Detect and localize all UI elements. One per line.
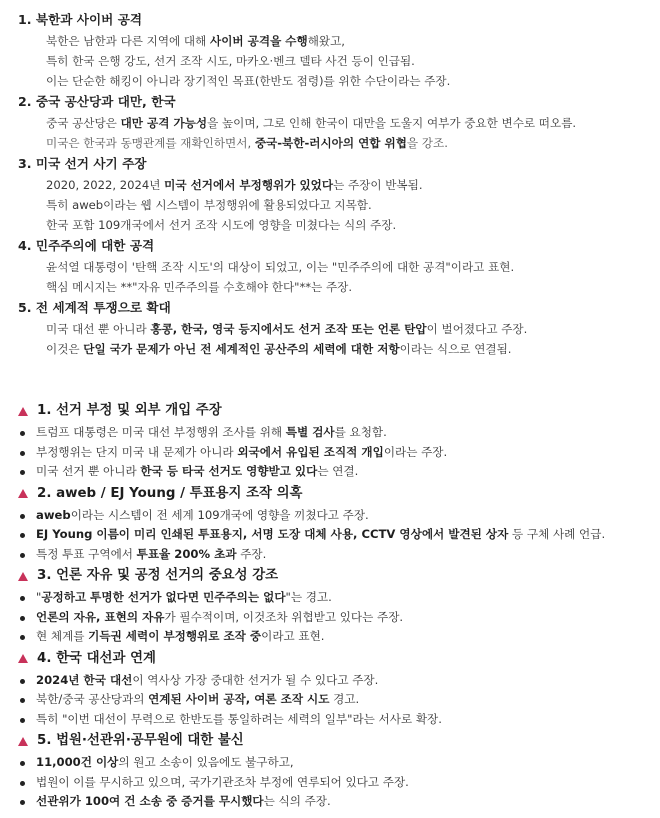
triangle-marker-icon: [18, 737, 28, 746]
bullet-item: [0, 690, 660, 710]
item-detail-line: [18, 175, 652, 195]
numbered-item: [18, 91, 652, 153]
text-run: 해왔고,: [307, 34, 345, 48]
bold-text: 사이버 공격을 수행: [210, 34, 308, 48]
text-run: 이라는 주장.: [383, 444, 448, 459]
text-run: 는 식의 주장.: [263, 794, 331, 808]
triangle-marker-icon: [18, 654, 28, 663]
text-run: 특정 투표 구역에서: [36, 546, 137, 561]
bold-text: aweb: [36, 507, 71, 522]
text-run: 는 연결.: [317, 464, 359, 478]
item-detail-line: [18, 339, 652, 359]
bullet-dot-icon: [20, 800, 25, 805]
text-run: 북한은 남한과 다른 지역에 대해: [46, 34, 211, 48]
text-run: 북한/중국 공산당과의: [36, 692, 149, 706]
text-run: 주장.: [236, 546, 267, 561]
text-run: 는 주장이 반복됨.: [333, 178, 423, 192]
text-run: 의 원고 소송이 있음에도 불구하고,: [118, 755, 294, 769]
bold-text: 외국에서 유입된 조직적 개입: [237, 444, 384, 459]
bullet-dot-icon: [20, 781, 25, 786]
bullet-item: [0, 773, 660, 793]
bullet-item: [0, 671, 660, 691]
section-heading: [0, 647, 660, 671]
text-run: 특히 "이번 대선이 무력으로 한반도를 통일하려는 세력의 일부"라는 서사로 확장.: [36, 711, 442, 726]
text-run: 특히 한국 은행 강도, 선거 조작 시도, 마카오·벤크 델타 사건 등이 인급됨.: [46, 54, 415, 68]
item-detail-line: [18, 215, 652, 235]
triangle-marker-icon: [18, 407, 28, 416]
bullet-item: [0, 506, 660, 526]
item-title: 4. 민주주의에 대한 공격: [18, 238, 155, 253]
text-run: 특히 aweb이라는 웹 시스템이 부정행위에 활용되었다고 지목함.: [46, 198, 372, 212]
item-detail-line: [18, 277, 652, 297]
bold-text: 2024년 한국 대선: [36, 672, 133, 687]
bullet-dot-icon: [20, 718, 25, 723]
text-run: 이 역사상 가장 중대한 선거가 될 수 있다고 주장.: [132, 672, 379, 687]
section-heading: [0, 729, 660, 753]
item-detail-line: [18, 51, 652, 71]
text-run: 법원이 이를 무시하고 있으며, 국가기관조차 부정에 연루되어 있다고 주장.: [36, 774, 409, 789]
item-detail-line: [18, 257, 652, 277]
bullet-dot-icon: [20, 679, 25, 684]
section-heading-text: 5. 법원·선관위·공무원에 대한 불신: [37, 733, 244, 748]
bold-text: 미국 선거에서 부정행위가 있었다: [164, 178, 334, 192]
item-detail-line: [18, 133, 652, 153]
bold-text: 기득권 세력이 부정행위로 조작 중: [88, 629, 262, 643]
bullet-dot-icon: [20, 533, 25, 538]
text-run: 미국 대선 뿐 아니라: [46, 322, 151, 336]
section-heading: [0, 564, 660, 588]
item-title: 5. 전 세계적 투쟁으로 확대: [18, 300, 171, 315]
text-run: 을 높이며, 그로 인해 한국이 대만을 도울지 여부가 중요한 변수로 떠오름.: [207, 116, 577, 130]
bullet-dot-icon: [20, 698, 25, 703]
bullet-item: [0, 753, 660, 773]
bullet-dot-icon: [20, 635, 25, 640]
section-heading-text: 2. aweb / EJ Young / 투표용지 조작 의혹: [37, 485, 303, 501]
text-run: 윤석열 대통령이 '탄핵 조작 시도'의 대상이 되었고, 이는 "민주주의에 대한 공격"이라고 표현.: [46, 260, 515, 274]
item-title: 2. 중국 공산당과 대만, 한국: [18, 94, 176, 109]
text-run: 2020, 2022, 2024년: [46, 178, 165, 192]
numbered-item: [18, 297, 652, 359]
bold-text: 한국 등 타국 선거도 영향받고 있다: [140, 464, 318, 478]
text-run: 핵심 메시지는 **"자유 민주주의를 수호해야 한다"**는 주장.: [46, 280, 353, 294]
bullet-item: [0, 588, 660, 608]
numbered-summary-list: [18, 9, 652, 359]
bold-text: 연계된 사이버 공작, 여론 조작 시도: [148, 692, 330, 706]
numbered-item: [18, 153, 652, 235]
item-detail-line: [18, 31, 652, 51]
bold-text: 투표율 200% 초과: [136, 546, 237, 561]
bold-text: 대만 공격 가능성: [120, 116, 208, 130]
bold-text: 선관위가 100여 건 소송 중 증거를 무시했다: [36, 794, 264, 808]
text-run: 미국 선거 뿐 아니라: [36, 464, 141, 478]
bullet-dot-icon: [20, 761, 25, 766]
text-run: 현 체계를: [36, 629, 89, 643]
bold-text: 공정하고 투명한 선거가 없다면 민주주의는 없다: [41, 590, 286, 604]
text-run: 한국 포함 109개국에서 선거 조작 시도에 영향을 미쳤다는 식의 주장.: [46, 218, 397, 232]
item-detail-line: [18, 319, 652, 339]
text-run: 이라고 표현.: [261, 629, 325, 643]
bullet-item: [0, 792, 660, 812]
bold-text: 11,000건 이상: [36, 755, 119, 769]
bullet-item: [0, 627, 660, 647]
item-title: 3. 미국 선거 사기 주장: [18, 156, 147, 171]
bullet-dot-icon: [20, 514, 25, 519]
bullet-item: [0, 423, 660, 443]
section-heading-text: 1. 선거 부정 및 외부 개입 주장: [37, 403, 222, 418]
bulleted-summary-list: [0, 399, 660, 812]
bullet-dot-icon: [20, 451, 25, 456]
section-heading: [0, 482, 660, 506]
bullet-item: [0, 608, 660, 628]
item-title: 1. 북한과 사이버 공격: [18, 12, 143, 27]
text-run: 이는 단순한 해킹이 아니라 장기적인 목표(한반도 점령)를 위한 수단이라는 주장.: [46, 74, 451, 88]
text-run: 이것은: [46, 342, 84, 356]
bullet-item: [0, 462, 660, 482]
text-run: "는 경고.: [285, 590, 332, 604]
text-run: 트럼프 대통령은 미국 대선 부정행위 조사를 위해: [36, 425, 286, 439]
bullet-item: [0, 710, 660, 730]
bullet-item: [0, 545, 660, 565]
triangle-marker-icon: [18, 489, 28, 498]
text-run: 이라는 식으로 연결됨.: [399, 342, 512, 356]
bold-text: 중국-북한-러시아의 연합 위협: [254, 136, 407, 150]
bold-text: 언론의 자유, 표현의 자유: [36, 609, 165, 624]
section-heading-text: 3. 언론 자유 및 공정 선거의 중요성 강조: [37, 568, 279, 583]
bold-text: 홍콩, 한국, 영국 등지에서도 선거 조작 또는 언론 탄압: [150, 322, 427, 336]
text-run: 이 벌어졌다고 주장.: [426, 322, 528, 336]
item-detail-line: [18, 195, 652, 215]
text-run: 을 강조.: [406, 136, 448, 150]
text-run: 경고.: [329, 692, 360, 706]
bold-text: 특별 검사: [285, 425, 335, 439]
numbered-item: [18, 9, 652, 91]
text-run: 중국 공산당은: [46, 116, 121, 130]
section-heading: [0, 399, 660, 423]
bullet-item: [0, 525, 660, 545]
item-detail-line: [18, 71, 652, 91]
bullet-dot-icon: [20, 553, 25, 558]
text-run: ": [36, 590, 42, 604]
text-run: 부정행위는 단지 미국 내 문제가 아니라: [36, 444, 238, 459]
bullet-dot-icon: [20, 470, 25, 475]
bold-text: EJ Young 이름이 미리 인쇄된 투표용지, 서명 도장 대체 사용, CCTV 영상에서 발견된 상자: [36, 527, 509, 541]
bullet-dot-icon: [20, 596, 25, 601]
text-run: 가 필수적이며, 이것조차 위협받고 있다는 주장.: [164, 609, 404, 624]
text-run: 를 요청함.: [334, 425, 387, 439]
text-run: 등 구체 사례 언급.: [508, 527, 606, 541]
item-detail-line: [18, 113, 652, 133]
triangle-marker-icon: [18, 572, 28, 581]
bullet-dot-icon: [20, 616, 25, 621]
section-heading-text: 4. 한국 대선과 연계: [37, 650, 156, 666]
bold-text: 단일 국가 문제가 아닌 전 세계적인 공산주의 세력에 대한 저항: [83, 342, 400, 356]
numbered-item: [18, 235, 652, 297]
text-run: 이라는 시스템이 전 세계 109개국에 영향을 끼쳤다고 주장.: [70, 507, 369, 522]
bullet-dot-icon: [20, 431, 25, 436]
text-run: 미국은 한국과 동맹관계를 재확인하면서,: [46, 136, 255, 150]
bullet-item: [0, 443, 660, 463]
